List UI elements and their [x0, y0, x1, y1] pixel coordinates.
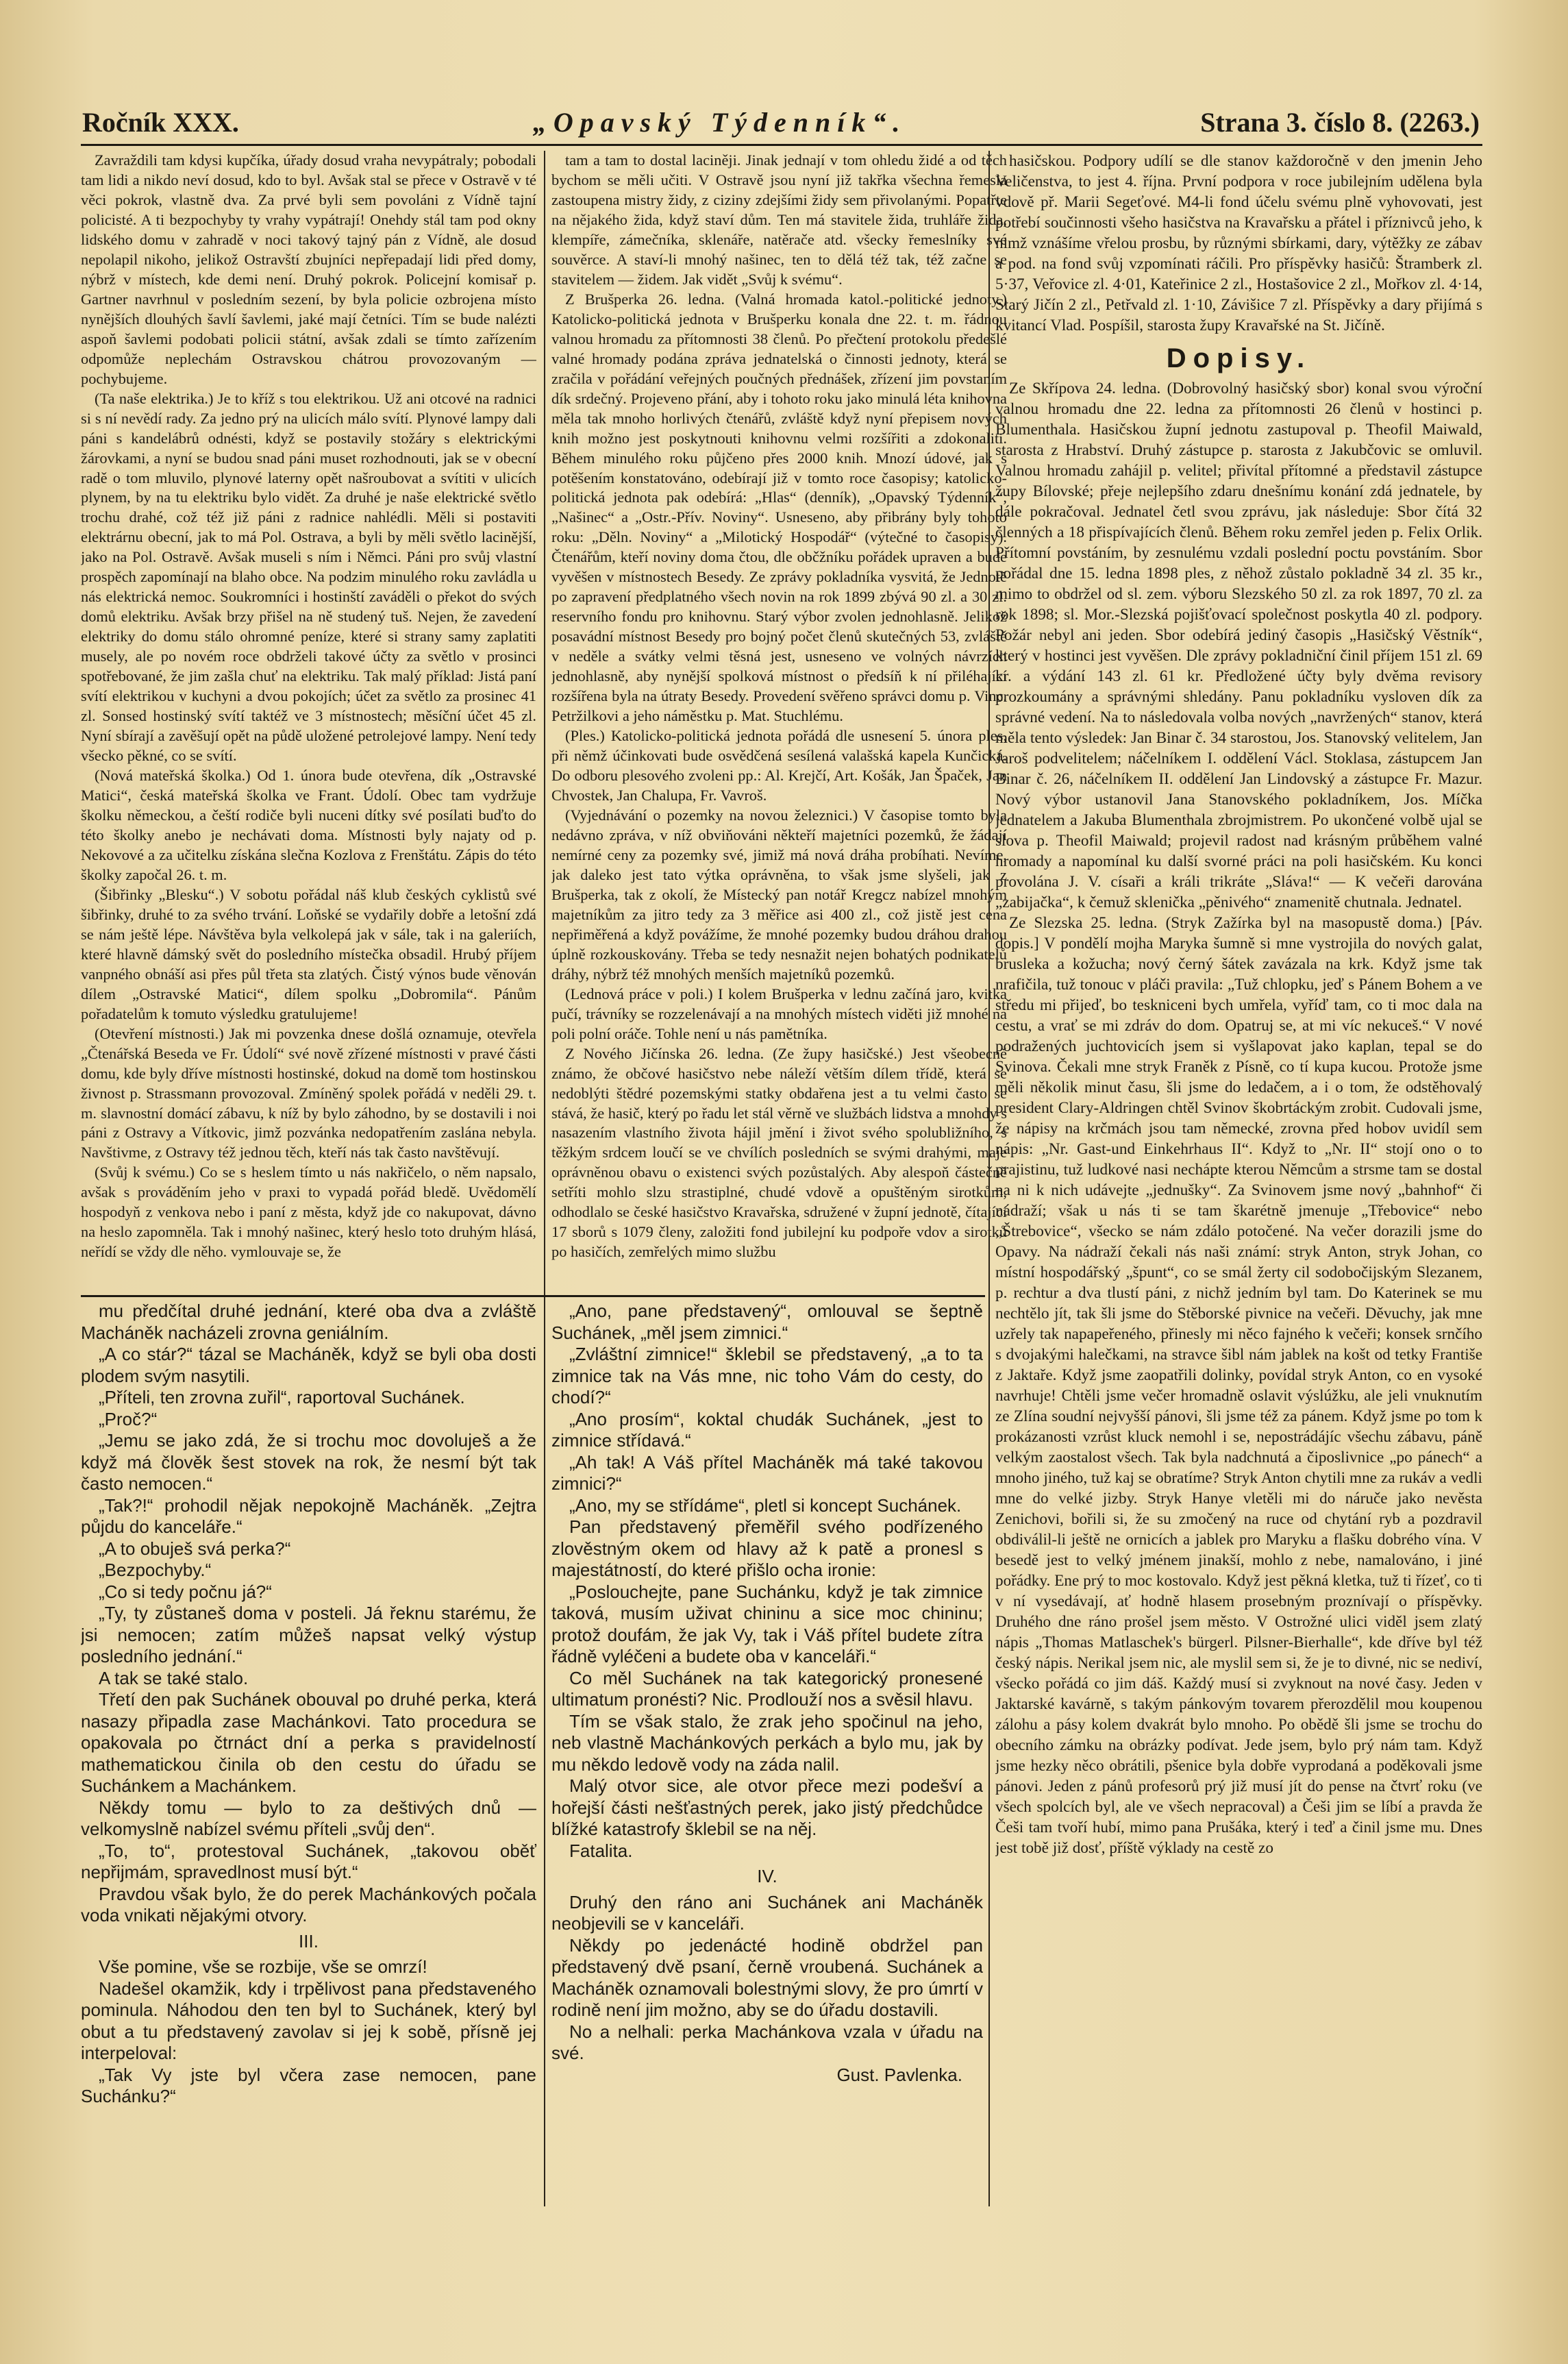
story-paragraph: Malý otvor sice, ale otvor přece mezi podešví a hořejší části nešťastných perek, jako jistý předchůdce blížké katastrofy šklebil se na něj.: [551, 1775, 983, 1839]
story-paragraph: Pravdou však bylo, že do perek Machánkových počala voda vnikati nějakými otvory.: [81, 1883, 536, 1925]
section-heading: Dopisy.: [1166, 343, 1312, 373]
story-paragraph: „Ah tak! A Váš přítel Macháněk má také takovou zimnici?“: [551, 1451, 983, 1494]
newspaper-title: „Opavský Týdenník“.: [532, 106, 907, 138]
story-paragraph: Fatalita.: [569, 1840, 633, 1861]
story-paragraph: No a nelhali: perka Machánkova vzala v úřadu na své.: [551, 2021, 983, 2063]
news-column-1: [81, 151, 536, 1292]
story-paragraph: „Tak?!“ prohodil nějak nepokojně Macháněk. „Zejtra půjdu do kanceláře.“: [81, 1494, 536, 1537]
story-paragraph: „Ty, ty zůstaneš doma v posteli. Já řeknu starému, že jsi nemocen; zatím můžeš napsat velký výstup posledního jednání.“: [81, 1603, 536, 1666]
story-paragraph: „Jemu se jako zdá, že si trochu moc dovoluješ a že když má člověk šest stovek na rok, že nesmí být tak často nemocen.“: [81, 1430, 536, 1494]
news-item: (Otevření místnosti.) Jak mi povzenka dnese došlá oznamuje, otevřela „Čtenářská Beseda ve Fr. Údolí“ své nově zřízené místnosti v pravé části domu, kde byly dříve místnosti hostinské, dokud na domě tom hostinskou živnost p. Strassmann provozoval. Zmíněný spolek pořádá v neděli 29. t. m. slavnostní domácí zábavu, k níž by bylo záhodno, by se dostavili i noi páni z Ostravy a Vítkovic, jimž pozvánka nedopatřením zaslána nebyla. Navštivme, z Ostravy též jednou těch, kteří nás tak často navštěvují.: [81, 1024, 536, 1161]
story-paragraph: Druhý den ráno ani Suchánek ani Macháněk neobjevili se v kanceláři.: [551, 1891, 983, 1934]
author-signature: Gust. Pavlenka.: [836, 2064, 962, 2085]
news-item: (Nová mateřská školka.) Od 1. února bude otevřena, dík „Ostravské Matici“, česká mateřská školka ve Frant. Údolí. Obec tam vydržuje školku německou, a čeští rodiče byli nuceni dítky své posílati buďto do této školky anebo je nechávati doma. Místnosti byly najaty od p. Nekovové a za učitelku získána slečna Kozlova z Frenštátu. Zápis do této školky započal 26. t. m.: [81, 767, 536, 883]
story-paragraph: „Ano, pane představený“, omlouval se šeptně Suchánek, „měl jsem zimnici.“: [551, 1301, 983, 1343]
feuilleton-column-2: [551, 1301, 983, 2232]
news-item: (Šibřinky „Blesku“.) V sobotu pořádal náš klub českých cyklistů své šibřinky, druhé to za svého trvání. Loňské se vydařily dobře a letošní zdá se nám ještě lépe. Návštěva byla velkolepá jak v sále, tak i na galeriích, které hlavně dámský svět do posledního místečka obsadil. Hrubý příjem vanpného obnáší asi přes půl třeta sta zlatých. Čistý výnos bude věnován dílem „Ostravské Matici“, dílem spolku „Dobromila“. Pánům pořadatelům k tomuto výsledku gratulujeme!: [81, 885, 536, 1022]
story-paragraph: mu předčítal druhé jednání, které oba dva a zvláště Macháněk nacházeli zrovna geniálním.: [81, 1301, 536, 1343]
story-paragraph: „A co stár?“ tázal se Macháněk, když se byli oba dosti plodem svým nasytili.: [81, 1344, 536, 1386]
story-paragraph: Pan představený přeměřil svého podřízeného zlověstným okem od hlavy až k patě a pronesl s majestátností, do které přišlo ocha ironie:: [551, 1516, 983, 1580]
news-column-3: [995, 151, 1482, 2343]
news-item: (Ta naše elektrika.) Je to kříž s tou elektrikou. Už ani otcové na radnici si s ní nevědí rady. Za jedno prý na ulicích málo svítí. Plynové lampy dali páni s kandelábrů odnésti, když se postavily stožáry s elektrickými žárovkami, a nyní se budou snad páni muset rozhodnouti, jak se v obecní radě o tom mluvilo, plynové laterny opět našroubovat a svítiti v ulicích plynem, by na tu elektriku bylo vidět. Za druhé je naše elektrické světlo trochu drahé, což též již páni z radnice nahlédli. Měli si postaviti elektrárnu obecní, jak to má Pol. Ostrava, a byli by měli světlo lacinější, jako na Pol. Ostravě. Avšak museli s ním i Němci. Páni pro svůj vlastní prospěch zapomínají na blaho obce. Na podzim minulého roku zavládla u nás elektrická nemoc. Soukromníci i hostinští zaváděli o překot do svých domů elektriku. Avšak brzy přišel na ně studený tuš. Nejen, že zavedení elektriky do domu stálo ohromné peníze, které si strany samy zaplatiti musely, ale po novém roce obdrželi takové účty za světlo v prosinci spotřebované, že jim zašla chuť na elektriku. Tak malý příklad: Jistá paní svítí elektrikou v kuchyni a dvou pokojích; účet za světlo za prosinec 41 zl. Sonsed hostinský svítí taktéž ve 3 místnostech; měsíční účet 45 zl. Nyní sbírají a zavěšují opět na půdě uložené petrolejové lampy. Není tedy všecko pěkné, co se svítí.: [81, 389, 536, 765]
section-number: III.: [299, 1930, 319, 1951]
story-paragraph: „Tak Vy jste byl včera zase nemocen, pane Suchánku?“: [81, 2064, 536, 2106]
story-paragraph: „Příteli, ten zrovna zuřil“, raportoval Suchánek.: [99, 1387, 465, 1407]
story-paragraph: „Bezpochyby.“: [99, 1560, 212, 1580]
page-number: Strana 3. číslo 8. (2263.): [1200, 106, 1480, 138]
news-item: hasičskou. Podpory udílí se dle stanov každoročně v den jmenin Jeho Veličenstva, to jest 4. října. První podpora v roce jubilejním udělena byla vdově př. Marii Segeťové. M4-li fond účelu svému plně vyhovovati, jest potřebí součinnosti všeho hasičstva na Kravařsku a přátel i příznivců jeho, k nimž vznášíme vřelou prosbu, by různými sbírkami, dary, výtěžky ze zábav a pod. na fond svůj vzpomínati ráčili. Pro příspěvky hasičů: Štramberk zl. 5·37, Veřovice zl. 4·01, Kateřinice 2 zl., Hostašovice 2 zl., Mořkov zl. 4·14, Starý Jičín 2 zl., Petřvald zl. 1·10, Závišice 7 zl. Příspěvky a dary přijímá s kvitancí Vlad. Pospíšil, starosta župy Kravařské na St. Jičíně.: [995, 152, 1482, 334]
news-column-2: [551, 151, 1007, 1292]
story-paragraph: „Poslouchejte, pane Suchánku, když je tak zimnice taková, musím uživat chininu a sice moc chininu; protož doufám, že jak Vy, tak i Váš přítel budete zítra řádně vyléčeni a budete oba v kanceláři.“: [551, 1581, 983, 1666]
column-divider: [988, 151, 990, 2206]
volume-label: Ročník XXX.: [82, 106, 239, 138]
story-paragraph: „Zvláštní zimnice!“ šklebil se představený, „a to ta zimnice tak na Vás mne, nic toho Vám do cesty, do chodí?“: [551, 1344, 983, 1407]
news-item: (Vyjednávání o pozemky na novou železnici.) V časopise tomto byla nedávno zpráva, v níž obviňováni někteří majetníci pozemků, že žádají nemírné ceny za pozemky své, jimiž má nová dráha probíhati. Nevíme, jak daleko jest tato výtka oprávněna, to však jsme slyšeli, jak z Brušperka, tak z okolí, že Místecký pan notář Kregcz nabízel mnohým majetníkům za jitro tedy za 3 měřice asi 400 zl., což jistě jest cena nepřiměřená a když povážíme, že mnohé pozemky budou dráhou drahou úplně rozkouskovány. Třeba se tedy nesnažit nejen bohatých podnikatelů dráhy, nýbrž též mnohých menších majetníků pozemků.: [551, 806, 1007, 983]
story-paragraph: Co měl Suchánek na tak kategorický pronesené ultimatum pronésti? Nic. Prodlouží nos a svěsil hlavu.: [551, 1667, 983, 1710]
news-item: Z Brušperka 26. ledna. (Valná hromada katol.-politické jednoty.) Katolicko-politická jednota v Brušperku konala dne 22. t. m. řádnou valnou hromadu za přítomnosti 38 členů. Po přečtení protokolu předešlé valné hromady podána zpráva jednatelská o činnosti jednoty, která se zračila v pořádání veřejných poučných přednášek, zřízení jim povstaním dík srdečný. Projeveno přání, aby i tohoto roku jako minulá léta knihovna měla tak mnoho horlivých čtenářů, zvláště když nyní přepisem nových knih možno jest poskytnouti knihovnu velmi rozšířiti a zdokonaliti. Během minulého roku půjčeno přes 2000 knih. Mnozí údové, jak s potěšením konstatováno, odebírají již v tomto roce časopisy; katolicko-politická jednota pak odebírá: „Hlas“ (denník), „Opavský Týdenník“, „Našinec“ a „Ostr.-Přív. Noviny“. Usneseno, aby přibrány byly tohoto roku: „Děln. Noviny“ a „Milotický Hospodář“ (výtečné to časopisy). Čtenářům, kteří noviny doma čtou, dle občžníku pořádek upraven a bude vyvěšen v místnostech Besedy. Ze zprávy pokladníka vysvitá, že Jednotě po zapravení předplatného všech novin na rok 1899 zbývá 90 zl. a 30 zl. reservního fondu pro knihovnu. Starý výbor zvolen jednohlasně. Jelikož posavádní místnost Besedy pro bojný počet členů skutečných 53, zvláště v neděle a svátky velmi těsná jest, usneseno ve volných návrzích jednohlasně, aby nynější spolková místnost o předsíň k ní přiléhající rozšířena byla na útraty Besedy. Provedení svěřeno správci domu p. Vinc. Petržilkovi a jeho náměstku p. Mat. Stuchlému.: [551, 290, 1007, 725]
header-rule: [81, 144, 1482, 146]
story-paragraph: Někdy po jedenácté hodině obdržel pan představený dvě psaní, černě vroubená. Suchánek a Macháněk oznamovali bolestnými slovy, že pro úmrtí v rodině není jim možno, aby se do úřadu dostavili.: [551, 1934, 983, 2020]
story-paragraph: „A to obuješ svá perka?“: [99, 1538, 291, 1559]
feuilleton-rule: [81, 1295, 985, 1297]
news-item: tam a tam to dostal laciněji. Jinak jednají v tom ohledu židé a od těch bychom se měli učiti. V Ostravě jsou nyní již takřka všechna řemesla zastoupena mistry židy, z ciziny zdejšími židy sem přivolanými. Popatřte na nějakého žida, když staví dům. Ten má stavitele žida, truhláře žida, klempíře, zámečníka, sklenáře, natěrače atd. všecky řemeslníky své souvěrce. A staví-li mnohý našinec, ten to dělá též tak, též začne se stavitelem — židem. Jak vidět „Svůj k svému“.: [551, 151, 1007, 288]
story-paragraph: Nadešel okamžik, kdy i trpělivost pana představeného pominula. Náhodou den ten byl to Suchánek, který byl obut a tu představený zavolav si jej k sobě, přísně jej interpeloval:: [81, 1978, 536, 2063]
news-item: Zavraždili tam kdysi kupčíka, úřady dosud vraha nevypátraly; pobodali tam lidi a nikdo neví dosud, kdo to byl. Avšak stal se přece v Ostravě v té věci pokrok, vlastně dva. Za prvé byli sem povoláni z Vídně tajní policisté. A ti bezpochyby ty vrahy vypátrají! Onehdy stál tam pod okny lidského domu v zahradě v noci takový tajný pán z Vídně, ale dosud nepolapil nikoho, jelikož Ostravští zbujníci nepřepadají lidi před domy, nýbrž v místech, kde demi není. Druhý pokrok. Policejní komisař p. Gartner navrhnul v posledním sezení, by byla policie ozbrojena místo nynějších dlouhých šavlí šavlemi, jaké mají četníci. Tím se bude nalézti aspoň šavlemi podobati policii státní, avšak zdali se tímto zařízením odpomůže neplechám Ostravskou chátrou provozovaným — pochybujeme.: [81, 151, 536, 387]
story-paragraph: „Co si tedy počnu já?“: [99, 1581, 272, 1602]
news-item: (Lednová práce v poli.) I kolem Brušperka v lednu začíná jaro, kvitka pučí, trávníky se rozzelenávají a na mnohých místech viděti již mnohé na poli polní oráče. Tohle není u nás pamětníka.: [551, 985, 1007, 1042]
story-paragraph: „Ano prosím“, koktal chudák Suchánek, „jest to zimnice střídavá.“: [551, 1408, 983, 1451]
news-item: (Ples.) Katolicko-politická jednota pořádá dle usnesení 5. února ples, při němž účinkovati bude osvědčená sesílená valašská kapela Kunčická. Do odboru plesového zvoleni pp.: Al. Krejčí, Art. Košák, Jan Špaček, Jan Chvostek, Jan Chalupa, Fr. Vavroš.: [551, 727, 1007, 804]
page-header: [82, 101, 1480, 143]
story-paragraph: A tak se také stalo.: [99, 1667, 249, 1688]
letter-item: Ze Skřípova 24. ledna. (Dobrovolný hasičský sbor) konal svou výroční valnou hromadu dne 22. ledna za přítomnosti 26 členů v hostinci p. Blumenthala. Hasičskou župní jednotu zastupoval p. Theofil Maiwald, starosta z Hrabství. Druhý zástupce p. starosta z Jakubčovic se omluvil. Valnou hromadu zahájil p. velitel; přivítal přítomné a představil zástupce župy Bílovské; přeje nejlepšího zdaru dnešnímu konání zdá jednatele, by dále pokračoval. Jednatel četl svou zprávu, jak následuje: Sbor čítá 32 členných a 18 přispívajících členů. Během roku zemřel jeden p. Felix Orlik. Přítomní povstáním, by zesnulému vzdali poslední poctu povstáním. Sbor pořádal dne 15. ledna 1898 ples, z něhož zůstalo pokladně 34 zl. 35 kr., mimo to obdržel od sl. zem. výboru Slezského 50 zl. za rok 1897, 70 zl. za rok 1898; sl. Mor.-Slezská pojišťovací společnost poskytla 40 zl. podpory. Požár nebyl ani jeden. Sbor odebírá jediný časopis „Hasičský Věstník“, který v hostinci jest vyvěšen. Dle zprávy pokladniční činil příjem 151 zl. 69 kr. a výdání 143 zl. 61 kr. Předložené účty byly dvěma revisory prozkoumány a správnými shledány. Panu pokladníku vysloven dík za správné vedení. Na to následovala volba nových „navržených“ stanov, která měla tento výsledek: Jan Binar č. 34 starostou, Jos. Stanovský velitelem, Jan Jaroš podvelitelem; náčelníkem I. oddělení Václ. Stoklasa, zástupcem Jan Binar č. 26, náčelníkem II. oddělení Jan Lindovský a zástupce Fr. Mazur. Nový výbor ustanovil Jana Stanovského pokladníkem, Jos. Míčka jednatelem a Jakuba Blumenthala zbrojmistrem. Po ukončené volbě ujal se slova p. Theofil Maiwald; projevil radost nad krásným průběhem valné hromady a napomínal ku další svorné práci na poli hasičském. Ku konci provolána J. V. císaři a králi trikráte „Sláva!“ — K večeři darována „zabijačka“, k čemuž sklenička „pěnivého“ znamenitě chutnala. Jednatel.: [995, 380, 1482, 911]
letter-item: Ze Slezska 25. ledna. (Stryk Zažírka byl na masopustě doma.) [Páv. dopis.] V pondělí mojha Maryka šumně si mne vystrojila do nových galat, brusleka a kožucha; nový černý šátek zavázala na krk. Když jsme tak nrafičila, tuž tonouc v pláči pravila: „Tuž chlopku, jeď s Pánem Bohem a ve středu mi přijeď, bo teskniceni bych umřela, vyříď tam, co ti moc dala na cestu, a vrať se mi zdráv do dom. Opatruj se, at mi víc nekuceš.“ V nové podražených juchtovicích jsem si vyšlapovat jako kaplan, tepal se do Svinova. Čekali mne stryk Franěk z Písně, co tí kupa kucou. Protože jsme měli několik minut času, šli jsme do ledačem, a i o tom, že odstěhovalý president Clary-Aldringen chtěl Svinov škobrtáckým zrobit. Cudovali jsme, že nápisy na krčmách jsou tam německé, zrovna před hobov uvidíl sem nápis: „Nr. Gast-und Einkehrhaus II“. Když to „Nr. II“ stojí ono o to prajistinu, tuž ludkové nasi nechápte kterou Němcům a strsme tam se dostal na ni k nich udávejte „jednušky“. Za Svinovem jsme nový „bahnhof“ či nádraží; však u nás ti se tam škarétně jmenuje „Třebovice“ nebo „Štrebovice“, všecko se nám zdálo potočené. Na večer dorazili jsme do Opavy. Na nádraží čekali nás naši známí: stryk Anton, stryk Johan, co místní hospodářský „špunt“, co se smál žerty cil sodobočijským Slezanem, p. rechtur a dva tlustí páni, z nichž jedním byl tam. Do Katerinek se mu nechtělo jít, tak šli jsme do Stěborské pivnice na večeři. Děvuchy, jak mne uzřely tak napapeřeného, přinesly mi něco fajného k večeři; konsek srnčího s dvojakými halečkami, na stravce šibl nám jablek na košt od tetky Františe z Jaktaře. Když jsme zaopatřili dolinky, povídal stryk Anton, co en vysoké navrhuje! Chtěli jsme večer hromadně oslavit výslúžku, ale jeli vnuknutím ze Zlína soudní nejvyšší pánovi, šli jsme též za pánem. Když jsme po tom k prokázanosti vzrůst kluck nemohl i se, nepostrádájíc všechu zábavu, páně velkým zaostalost všech. Tak byla nadchnutá a čiposlivnice „po pánech“ a mnoho jiného, tuž kaj se obratíme? Stryk Anton chytili mne za rukáv a vedli mne do velké jizby. Stryk Hanye vletěli mi do náruče jako nevěsta Zenichovi, bořili si, že su zmočený na ruce od chytání ryb a pozdravil obdiválil-li ještě ne ornicích a jablek pro Maryku a flašku dobrého vína. V besedě jest to velký jménem jinakší, mohlo z nebe, namalováno, i jiné pořádky. Ene prý to moc kostovalo. Když jest pěkná kletka, tuž ti řízeť, co ti v ní vysedávají, ať hodně hlasem prosebným proznívají o příspěvky. Druhého dne ráno prošel jsem město. V Ostrožné ulici viděl jsem zlatý nápis „Thomas Matlaschek's bürgerl. Pilsner-Bierhalle“, kde dříve byl též český nápis. Nerikal jsem nic, ale myslil sem si, že je to divné, nic se nediví, všecko pořádá co jim dáš. Každý musí si zvyknout na nové časy. Jeden v Jaktarské kavárně, s takým pánkovým tovarem přerozdělil mou koupenou zálohu a pásy kolem dvakrát bylo mnoho. Po obědě šli jsme se trochu do obecního zámku na obrázky podívat. Jede jsem, bylo prý nám tam. Když jsme hezky něco obrátili, pšenice byla dobře vyprodaná a poděkovali jsme pánovi. Jeden z pánů profesorů prý již musí jít do pense na čtvrť roku (ve všech spolcích byl, ale ve všech nepracoval) a Češi jim se líbí a pravda že Češi tam tvoří hubí, mimo pana Prušáka, který i teď a činil jsme mu. Dnes jest tobě již dosť, příště výklady na cestě zo: [995, 914, 1482, 1857]
story-paragraph: Někdy tomu — bylo to za deštivých dnů — velkomyslně nabízel svému příteli „svůj den“.: [81, 1797, 536, 1839]
column-divider: [544, 151, 545, 2206]
story-paragraph: „Proč?“: [99, 1408, 158, 1429]
story-paragraph: Tím se však stalo, že zrak jeho spočinul na jeho, neb vlastně Machánkových perkách a bylo mu, jak by mu někdo ledově vody na záda nalil.: [551, 1710, 983, 1775]
news-item: (Svůj k svému.) Co se s heslem tímto u nás nakřičelo, o něm napsalo, avšak s prováděním jeho v praxi to vypadá pořád bledě. Uvědomělí hospodyň z venkova nebo i paní z města, když jde co nakupovat, dávno na heslo zapomněla. Tak i mnohý našinec, který heslo toto druhým hlásá, neřídí se vždy dle něho. vymlouvaje se, že: [81, 1163, 536, 1261]
story-paragraph: Vše pomine, vše se rozbije, vše se omrzí!: [99, 1956, 427, 1977]
story-paragraph: „Ano, my se střídáme“, pletl si koncept Suchánek.: [569, 1494, 962, 1516]
story-paragraph: Třetí den pak Suchánek obouval po druhé perka, která nasazy připadla zase Machánkovi. Tato procedura se opakovala po čtrnáct dní a perka s pravidelností mathematickou činila ob den cestu do úřadu se Suchánkem a Machánkem.: [81, 1689, 536, 1796]
story-paragraph: „To, to“, protestoval Suchánek, „takovou oběť nepřijmám, spravedlnost musí být.“: [81, 1840, 536, 1882]
feuilleton-column-1: [81, 1301, 536, 2232]
news-item: Z Nového Jičínska 26. ledna. (Ze župy hasičské.) Jest všeobecně známo, že občové hasičstvo nebe náleží větším dílem třídě, která se nedoblýti štědré pozemskými statky obdařena jest a tu velmi často se stává, že hasič, který po řadu let stál věrně ve službách lidstva a mnohdy s nasazením vlastního života hájil jmění i život svého spolubližního, s těžkým srdcem loučí se ve chvílích posledních se svými drahými, maje oprávněnou obavu o existenci svých pozůstalých. Aby alespoň částečně setříti mohlo slzu strastiplné, chudé vdově a opuštěným sirotkům, odhodlalo se české hasičstvo Kravařska, sdružené v župní jednotě, čítající 17 sborů s 1079 členy, založiti fond jubilejní ku podpoře vdov a sirotků po hasičích, zemřelých mimo službu: [551, 1044, 1007, 1261]
section-number: IV.: [757, 1866, 777, 1886]
